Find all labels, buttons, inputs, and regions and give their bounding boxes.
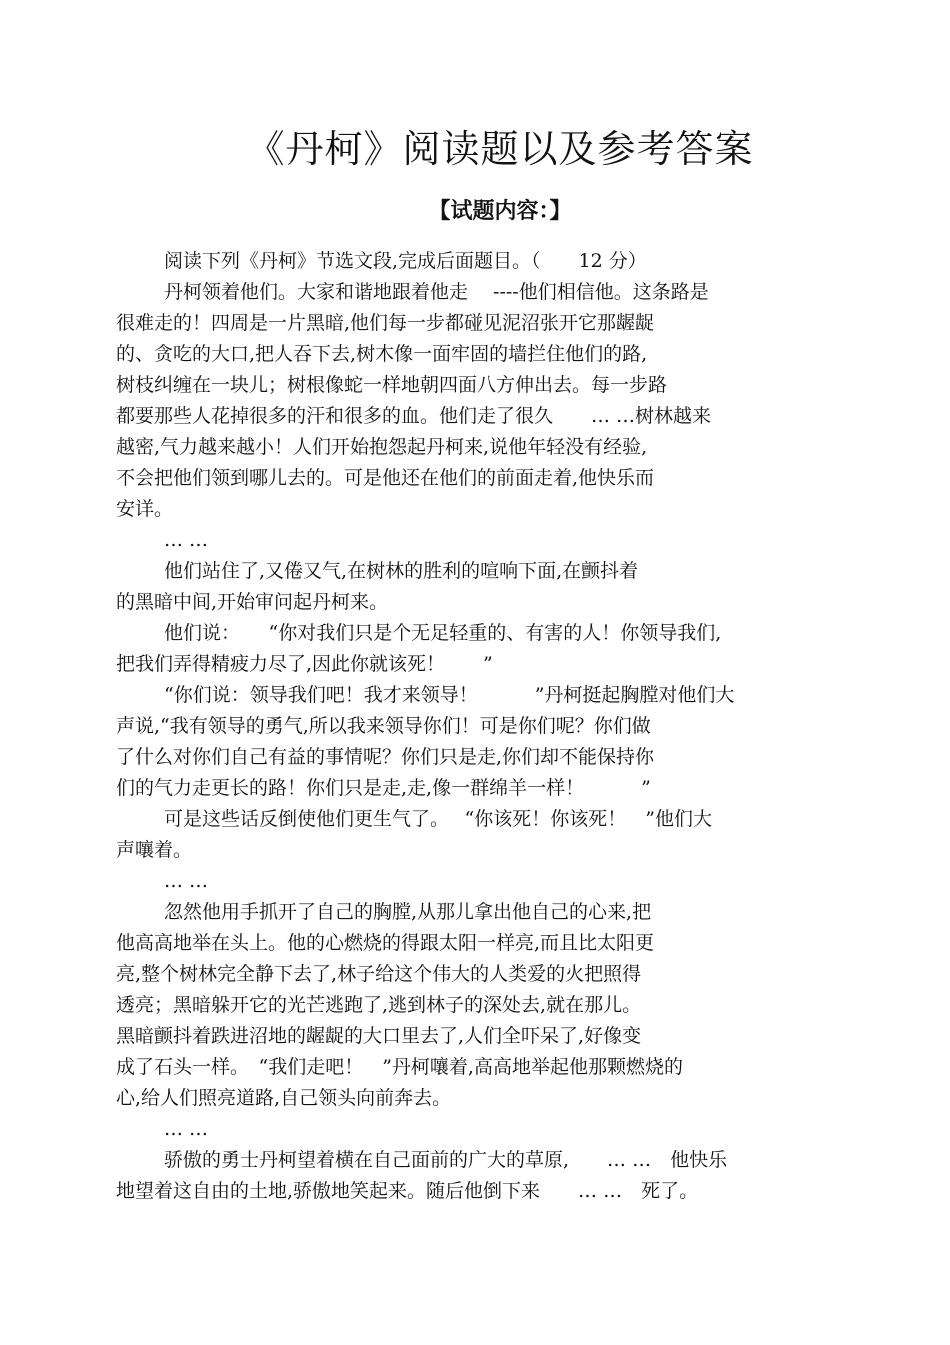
passage-line: 阅读下列《丹柯》节选文段,完成后面题目。（ 12 分） <box>164 250 647 272</box>
passage-line: 安详。 <box>116 498 174 520</box>
passage-body <box>116 246 816 1207</box>
passage-line: 们的气力走更长的路！你们只是走,走,像一群绵羊一样！ ” <box>116 777 651 799</box>
passage-line: 他们站住了,又倦又气,在树林的胜利的喧响下面,在颤抖着 <box>164 560 639 582</box>
passage-line: 声说,“我有领导的勇气,所以我来领导你们！可是你们呢？你们做 <box>116 715 651 737</box>
passage-line: 把我们弄得精疲力尽了,因此你就该死！ ” <box>116 653 493 675</box>
passage-line: … … <box>164 529 209 551</box>
passage-line: 他高高地举在头上。他的心燃烧的得跟太阳一样亮,而且比太阳更 <box>116 932 655 954</box>
passage-line: 越密,气力越来越小！人们开始抱怨起丹柯来,说他年轻没有经验, <box>116 436 648 458</box>
passage-line: 成了石头一样。 “我们走吧！ ”丹柯嚷着,高高地举起他那颗燃烧的 <box>116 1056 683 1078</box>
passage-line: 的、贪吃的大口,把人吞下去,树木像一面牢固的墙拦住他们的路, <box>116 343 648 365</box>
passage-line: “你们说：领导我们吧！我才来领导！ ”丹柯挺起胸膛对他们大 <box>164 684 735 706</box>
passage-line: 忽然他用手抓开了自己的胸膛,从那儿拿出他自己的心来,把 <box>164 901 652 923</box>
passage-line: 不会把他们领到哪儿去的。可是他还在他们的前面走着,他快乐而 <box>116 467 655 489</box>
passage-line: 树枝纠缠在一块儿；树根像蛇一样地朝四面八方伸出去。每一步路 <box>116 374 668 396</box>
passage-line: 都要那些人花掉很多的汗和很多的血。他们走了很久 … …树林越来 <box>116 405 712 427</box>
passage-line: 骄傲的勇士丹柯望着横在自己面前的广大的草原, … … 他快乐 <box>164 1149 728 1171</box>
section-heading: 【试题内容：】 <box>428 199 572 224</box>
document-title: 《丹柯》阅读题以及参考答案 <box>246 127 754 171</box>
passage-line: … … <box>164 870 209 892</box>
passage-line: 了什么对你们自己有益的事情呢？你们只是走,你们却不能保持你 <box>116 746 655 768</box>
passage-line: 心,给人们照亮道路,自己领头向前奔去。 <box>116 1087 452 1109</box>
passage-line: 他们说： “你对我们只是个无足轻重的、有害的人！你领导我们, <box>164 622 722 644</box>
passage-line: 黑暗颤抖着跌进沼地的龌龊的大口里去了,人们全吓呆了,好像变 <box>116 1025 642 1047</box>
passage-line: 很难走的！四周是一片黑暗,他们每一步都碰见泥沼张开它那龌龊 <box>116 312 655 334</box>
passage-line: 声嚷着。 <box>116 839 193 861</box>
passage-line: 亮,整个树林完全静下去了,林子给这个伟大的人类爱的火把照得 <box>116 963 642 985</box>
passage-line: 透亮；黑暗躲开它的光芒逃跑了,逃到林子的深处去,就在那儿。 <box>116 994 642 1016</box>
passage-line: … … <box>164 1118 209 1140</box>
passage-line: 地望着这自由的土地,骄傲地笑起来。随后他倒下来 … … 死了。 <box>116 1180 699 1202</box>
passage-line: 可是这些话反倒使他们更生气了。 “你该死！你该死！ ”他们大 <box>164 808 712 830</box>
passage-line: 的黑暗中间,开始审问起丹柯来。 <box>116 591 389 613</box>
passage-line: 丹柯领着他们。大家和谐地跟着他走 ----他们相信他。这条路是 <box>164 281 709 303</box>
